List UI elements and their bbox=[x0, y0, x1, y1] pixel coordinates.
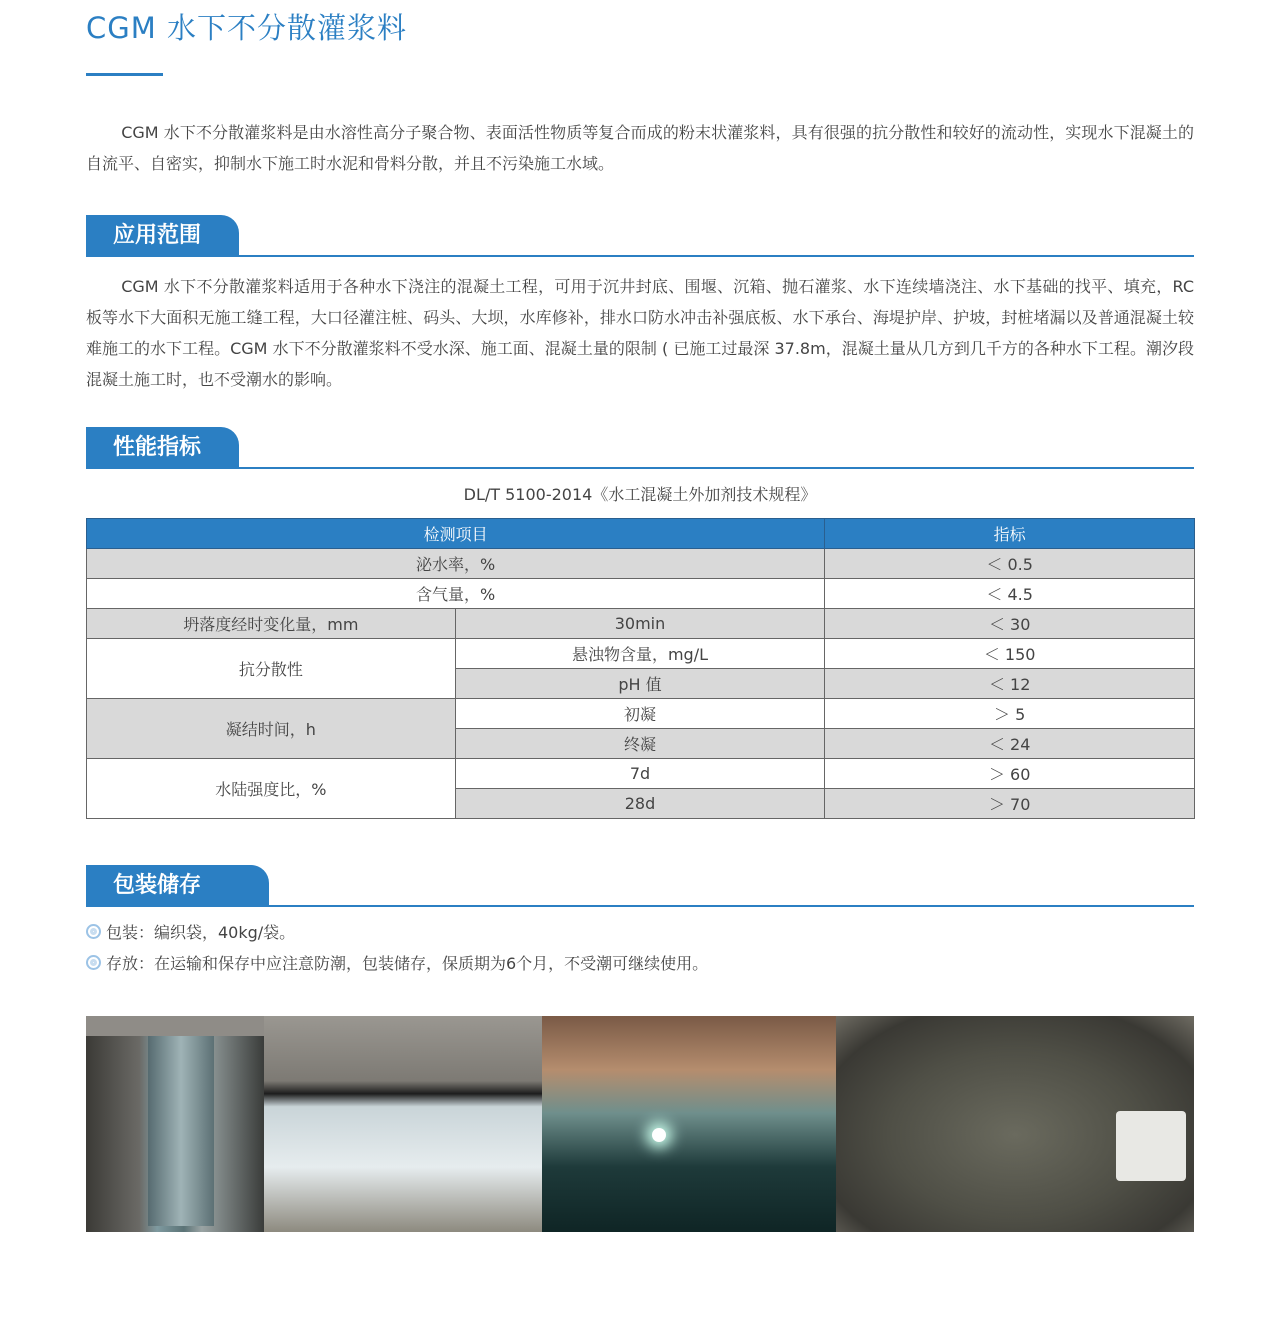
section-tab: 性能指标 bbox=[86, 427, 239, 467]
header-item: 检测项目 bbox=[87, 519, 825, 549]
photo-underwater-pit bbox=[836, 1016, 1194, 1232]
standard-caption: DL/T 5100-2014《水工混凝土外加剂技术规程》 bbox=[463, 485, 817, 504]
cell-value: ＞ 70 bbox=[825, 789, 1195, 819]
cell-sub: 悬浊物含量，mg/L bbox=[455, 639, 825, 669]
cell-sub: 初凝 bbox=[455, 699, 825, 729]
photo-pipe-column bbox=[86, 1016, 264, 1232]
table-row bbox=[87, 549, 1195, 579]
section-tab: 应用范围 bbox=[86, 215, 239, 255]
section-header-packaging bbox=[86, 865, 1194, 907]
cell-value: ＞ 5 bbox=[825, 699, 1195, 729]
cell-value: ＜ 4.5 bbox=[825, 579, 1195, 609]
section-tab: 包装储存 bbox=[86, 865, 269, 905]
table-row bbox=[87, 579, 1195, 609]
table-row bbox=[87, 699, 1195, 729]
table-row bbox=[87, 639, 1195, 669]
packaging-item bbox=[86, 920, 295, 943]
cell-item: 凝结时间，h bbox=[87, 699, 456, 759]
cell-value: ＜ 12 bbox=[825, 669, 1195, 699]
intro-paragraph: CGM 水下不分散灌浆料是由水溶性高分子聚合物、表面活性物质等复合而成的粉末状灌浆料，具有很强的抗分散性和较好的流动性，实现水下混凝土的自流平、自密实，抑制水下施工时水泥和骨料分散，并且不污染施工水域。 bbox=[86, 123, 1194, 173]
storage-text: 存放：在运输和保存中应注意防潮，包装储存，保质期为6个月，不受潮可继续使用。 bbox=[106, 954, 709, 973]
cell-value: ＜ 150 bbox=[825, 639, 1195, 669]
cell-item: 水陆强度比，% bbox=[87, 759, 456, 819]
packaging-text: 包装：编织袋，40kg/袋。 bbox=[106, 923, 296, 942]
performance-table bbox=[86, 518, 1195, 819]
table-row bbox=[87, 759, 1195, 789]
cell-value: ＞ 60 bbox=[825, 759, 1195, 789]
application-paragraph: CGM 水下不分散灌浆料适用于各种水下浇注的混凝土工程，可用于沉井封底、围堰、沉箱、抛石灌浆、水下连续墙浇注、水下基础的找平、填充，RC 板等水下大面积无施工缝工程，大口径灌注桩、码头、大坝，水库修补，排水口防水冲击补强底板、水下承台、海堤护岸、护坡，封桩堵漏以及普通混凝土较难施工的水下工程。CGM 水下不分散灌浆料不受水深、施工面、混凝土量的限制 ( 已施工过最深 37.8m，混凝土量从几方到几千方的各种水下工程。潮汐段混凝土施工时，也不受潮水的影响。 bbox=[86, 277, 1194, 389]
cell-item: 含气量，% bbox=[87, 579, 825, 609]
cell-sub: 28d bbox=[455, 789, 825, 819]
page-title: CGM 水下不分散灌浆料 bbox=[86, 11, 407, 45]
storage-item bbox=[86, 951, 708, 974]
header-value: 指标 bbox=[825, 519, 1195, 549]
section-header-application bbox=[86, 215, 1194, 257]
cell-sub: 终凝 bbox=[455, 729, 825, 759]
cell-item: 泌水率，% bbox=[87, 549, 825, 579]
photo-bridge-piers-water bbox=[542, 1016, 836, 1232]
table-header-row bbox=[87, 519, 1195, 549]
cell-sub: pH 值 bbox=[455, 669, 825, 699]
section-header-performance bbox=[86, 427, 1194, 469]
cell-item: 抗分散性 bbox=[87, 639, 456, 699]
cell-value: ＜ 24 bbox=[825, 729, 1195, 759]
cell-item: 坍落度经时变化量，mm bbox=[87, 609, 456, 639]
photo-wrapped-column bbox=[264, 1016, 542, 1232]
cell-sub: 7d bbox=[455, 759, 825, 789]
table-row bbox=[87, 609, 1195, 639]
double-circle-bullet-icon bbox=[86, 955, 101, 970]
double-circle-bullet-icon bbox=[86, 924, 101, 939]
cell-value: ＜ 0.5 bbox=[825, 549, 1195, 579]
cell-value: ＜ 30 bbox=[825, 609, 1195, 639]
cell-sub: 30min bbox=[455, 609, 825, 639]
title-underline bbox=[86, 73, 163, 76]
